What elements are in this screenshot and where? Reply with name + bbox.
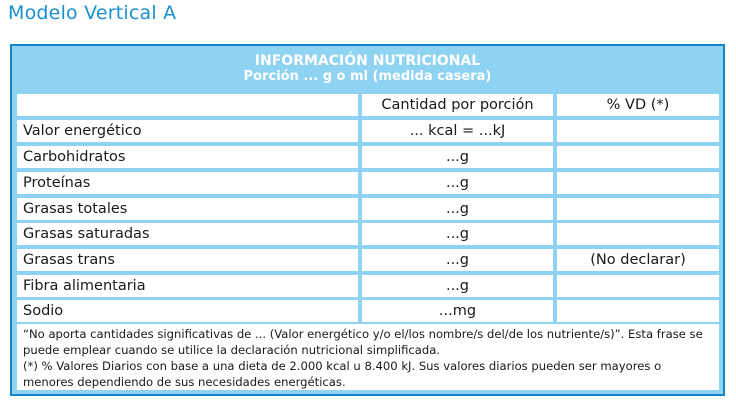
row-vd (557, 120, 719, 142)
row-label: Carbohidratos (17, 146, 358, 168)
row-label: Sodio (17, 300, 358, 322)
row-label: Proteínas (17, 172, 358, 194)
row-amount: ...g (362, 249, 553, 271)
footnote (17, 324, 719, 390)
row-amount: ... kcal = ...kJ (362, 120, 553, 142)
footnote-daily-values: (*) % Valores Diarios con base a una dieta de 2.000 kcal u 8.400 kJ. Sus valores diarios pueden ser mayores o menores dependiendo de sus necesidades energéticas. (23, 359, 662, 389)
row-vd (557, 198, 719, 220)
row-amount: ...mg (362, 300, 553, 322)
row-label: Fibra alimentaria (17, 275, 358, 297)
row-vd (557, 172, 719, 194)
row-label: Valor energético (17, 120, 358, 142)
row-label: Grasas saturadas (17, 223, 358, 245)
page-title: Modelo Vertical A (8, 2, 177, 24)
column-header-amount: Cantidad por porción (362, 94, 553, 116)
row-vd (557, 275, 719, 297)
footnote-simplified: “No aporta cantidades significativas de ... (Valor energético y/o el/los nombre/s del/de los nutriente/s)”. Esta frase se puede emplear cuando se utilice la declaración nutricional simplificada. (23, 327, 703, 357)
row-amount: ...g (362, 146, 553, 168)
column-header-label (17, 94, 358, 116)
row-vd: (No declarar) (557, 249, 719, 271)
row-vd (557, 223, 719, 245)
row-label: Grasas totales (17, 198, 358, 220)
row-amount: ...g (362, 172, 553, 194)
row-vd (557, 300, 719, 322)
table-header (12, 46, 723, 90)
column-header-vd: % VD (*) (557, 94, 719, 116)
row-vd (557, 146, 719, 168)
row-amount: ...g (362, 198, 553, 220)
header-title: INFORMACIÓN NUTRICIONAL (254, 53, 481, 69)
header-subtitle: Porción ... g o ml (medida casera) (243, 69, 492, 84)
row-amount: ...g (362, 275, 553, 297)
row-label: Grasas trans (17, 249, 358, 271)
nutrition-table (10, 44, 725, 396)
row-amount: ...g (362, 223, 553, 245)
